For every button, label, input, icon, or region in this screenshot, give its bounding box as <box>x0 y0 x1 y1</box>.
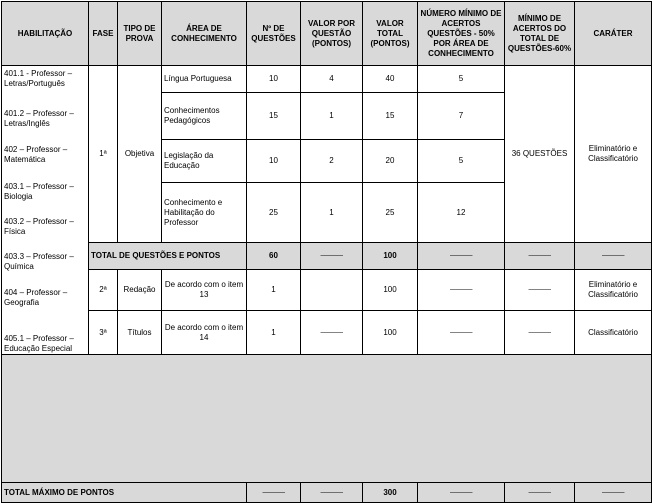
fase3-questoes: 1 <box>247 311 301 355</box>
exam-table <box>1 1 652 503</box>
questoes-cell: 15 <box>247 93 301 139</box>
total-maximo-carater: --------------- <box>575 483 652 503</box>
minimo-cell: 5 <box>418 66 505 93</box>
header-questoes: Nº DE QUESTÕES <box>247 2 301 66</box>
area-cell: Conhecimentos Pedagógicos <box>162 93 247 139</box>
fase2-cell: 2ª <box>89 270 118 311</box>
questoes-cell: 25 <box>247 183 301 243</box>
area-cell: Conhecimento e Habilitação do Professor <box>162 183 247 243</box>
minimo-cell: 7 <box>418 93 505 139</box>
header-minimo-total: MÍNIMO DE ACERTOS DO TOTAL DE QUESTÕES-60% <box>505 2 575 66</box>
total-questoes-minimo-total: --------------- <box>505 243 575 270</box>
habilitacao-item: 403.3 – Professor – Química <box>4 252 74 271</box>
valor-cell: 4 <box>301 66 363 93</box>
fase2-carater: Eliminatório e Classificatório <box>575 270 652 311</box>
fase2-minimo: --------------- <box>418 270 505 311</box>
total-questoes-count: 60 <box>247 243 301 270</box>
habilitacao-item: 404 – Professor – Geografia <box>4 288 68 307</box>
fase2-area: De acordo com o item 13 <box>162 270 247 311</box>
area-cell: Legislação da Educação <box>162 139 247 183</box>
questoes-cell: 10 <box>247 139 301 183</box>
header-habilitacao: HABILITAÇÃO <box>2 2 89 66</box>
habilitacao-item: 402 – Professor – Matemática <box>4 145 68 164</box>
fase1-tipo: Objetiva <box>118 66 162 243</box>
habilitacao-item: 401.2 – Professor – Letras/Inglês <box>4 109 74 128</box>
fase2-tipo: Redação <box>118 270 162 311</box>
fase2-total: 100 <box>363 270 418 311</box>
total-maximo-questoes: --------------- <box>247 483 301 503</box>
habilitacao-item: 403.1 – Professor – Biologia <box>4 182 74 201</box>
header-row <box>2 2 652 66</box>
total-maximo-minimo: --------------- <box>418 483 505 503</box>
total-cell: 20 <box>363 139 418 183</box>
area-cell: Língua Portuguesa <box>162 66 247 93</box>
habilitacao-item: 405.1 – Professor – Educação Especial <box>4 334 74 353</box>
empty-row <box>2 355 652 483</box>
fase2-minimo-total: --------------- <box>505 270 575 311</box>
fase3-minimo: --------------- <box>418 311 505 355</box>
valor-cell: 2 <box>301 139 363 183</box>
questoes-cell: 10 <box>247 66 301 93</box>
valor-cell: 1 <box>301 93 363 139</box>
fase3-cell: 3ª <box>89 311 118 355</box>
total-maximo-total: 300 <box>363 483 418 503</box>
habilitacao-item: 403.2 – Professor – Física <box>4 217 74 236</box>
fase1-minimo-total: 36 QUESTÕES <box>505 66 575 243</box>
habilitacoes-cell <box>2 66 89 355</box>
minimo-cell: 5 <box>418 139 505 183</box>
total-maximo-valor: --------------- <box>301 483 363 503</box>
table-row <box>2 66 652 93</box>
total-questoes-total: 100 <box>363 243 418 270</box>
fase3-area: De acordo com o item 14 <box>162 311 247 355</box>
header-valor-questao: VALOR POR QUESTÃO (PONTOS) <box>301 2 363 66</box>
table-row <box>2 270 652 311</box>
total-maximo-minimo-total: --------------- <box>505 483 575 503</box>
total-questoes-label: TOTAL DE QUESTÕES E PONTOS <box>89 243 247 270</box>
minimo-cell: 12 <box>418 183 505 243</box>
valor-cell: 1 <box>301 183 363 243</box>
fase1-carater: Eliminatório e Classificatório <box>575 66 652 243</box>
header-carater: CARÁTER <box>575 2 652 66</box>
header-valor-total: VALOR TOTAL (PONTOS) <box>363 2 418 66</box>
total-questoes-carater: --------------- <box>575 243 652 270</box>
fase3-total: 100 <box>363 311 418 355</box>
header-tipo: TIPO DE PROVA <box>118 2 162 66</box>
total-questoes-row <box>2 243 652 270</box>
total-questoes-minimo: --------------- <box>418 243 505 270</box>
fase3-tipo: Títulos <box>118 311 162 355</box>
fase3-minimo-total: --------------- <box>505 311 575 355</box>
empty-gray-area <box>2 355 652 483</box>
total-maximo-row <box>2 483 652 503</box>
table-row <box>2 311 652 355</box>
total-cell: 25 <box>363 183 418 243</box>
header-area: ÁREA DE CONHECIMENTO <box>162 2 247 66</box>
fase2-valor <box>301 270 363 311</box>
total-cell: 15 <box>363 93 418 139</box>
fase3-valor: --------------- <box>301 311 363 355</box>
header-fase: FASE <box>89 2 118 66</box>
total-questoes-valor: --------------- <box>301 243 363 270</box>
fase3-carater: Classificatório <box>575 311 652 355</box>
total-cell: 40 <box>363 66 418 93</box>
habilitacao-item: 401.1 - Professor – Letras/Português <box>4 69 73 88</box>
fase1-cell: 1ª <box>89 66 118 243</box>
fase2-questoes: 1 <box>247 270 301 311</box>
total-maximo-label: TOTAL MÁXIMO DE PONTOS <box>2 483 247 503</box>
header-minimo-area: NÚMERO MÍNIMO DE ACERTOS QUESTÕES - 50% POR ÁREA DE CONHECIMENTO <box>418 2 505 66</box>
